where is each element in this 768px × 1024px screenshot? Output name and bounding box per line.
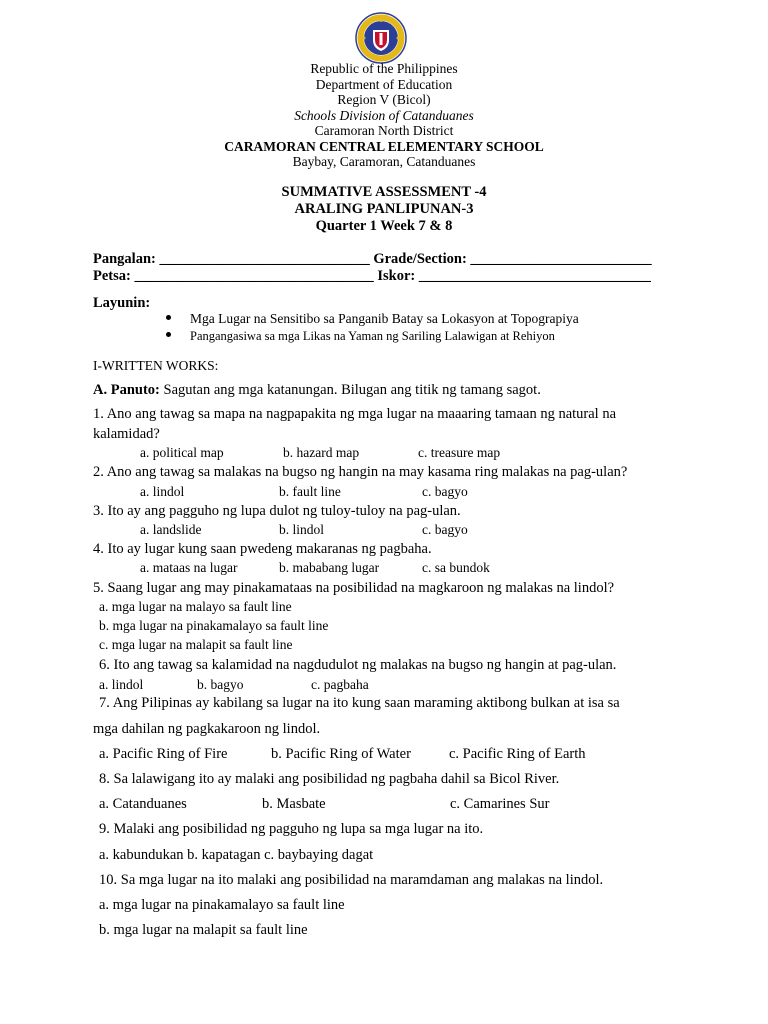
header-region: Region V (Bicol)	[337, 92, 431, 107]
q3-choice-a: a. landslide	[140, 522, 202, 537]
q10-choice-b: b. mga lugar na malapit sa fault line	[99, 922, 308, 938]
q3-choice-b: b. lindol	[279, 522, 325, 537]
q2-choice-a: a. lindol	[140, 484, 185, 499]
q4-choice-b: b. mababang lugar	[279, 560, 380, 575]
q8-choice-a: a. Catanduanes	[99, 796, 187, 812]
q6-choice-a: a. lindol	[99, 677, 144, 692]
q8-choice-c: c. Camarines Sur	[450, 796, 550, 812]
question-1-text-cont: kalamidad?	[93, 426, 160, 442]
q4-choice-a: a. mataas na lugar	[140, 560, 238, 575]
question-7-text-cont: mga dahilan ng pagkakaroon ng lindol.	[93, 721, 321, 737]
section-heading: I-WRITTEN WORKS:	[93, 358, 219, 373]
panuto-label: A. Panuto:	[93, 382, 160, 398]
header-division: Schools Division of Catanduanes	[294, 107, 474, 123]
question-5-text: 5. Saang lugar ang may pinakamataas na posibilidad na magkaroon ng malakas na lindol?	[93, 580, 615, 596]
bullet-icon	[166, 332, 171, 337]
q7-choice-c: c. Pacific Ring of Earth	[449, 746, 586, 762]
header-district: Caramoran North District	[314, 123, 454, 138]
question-6-text: 6. Ito ang tawag sa kalamidad na nagdudulot ng malakas na bugso ng hangin at pag-ulan.	[99, 657, 617, 673]
q2-choice-c: c. bagyo	[422, 484, 468, 499]
panuto-instruction	[93, 381, 541, 399]
header-department: Department of Education	[315, 76, 453, 92]
q4-choice-c: c. sa bundok	[422, 560, 490, 575]
q1-choice-a: a. political map	[140, 445, 224, 460]
q6-choice-b: b. bagyo	[197, 677, 244, 692]
school-header	[0, 61, 768, 170]
question-3-text: 3. Ito ay ang pagguho ng lupa dulot ng tuloy-tuloy na pag-ulan.	[93, 503, 461, 519]
q5-choice-c: c. mga lugar na malapit sa fault line	[99, 637, 293, 652]
q7-choice-b: b. Pacific Ring of Water	[271, 746, 411, 762]
q9-choices: a. kabundukan b. kapatagan c. baybaying dagat	[99, 847, 374, 863]
title-line-3: Quarter 1 Week 7 & 8	[315, 218, 453, 234]
q1-choice-c: c. treasure map	[418, 445, 501, 460]
q1-choice-b: b. hazard map	[283, 445, 360, 460]
panuto-text: Sagutan ang mga katanungan. Bilugan ang titik ng tamang sagot.	[159, 382, 541, 398]
q6-choice-c: c. pagbaha	[311, 677, 369, 692]
question-1-text: 1. Ano ang tawag sa mapa na nagpapakita ng mga lugar na maaaring tamaan ng natural na	[93, 406, 617, 422]
question-10-text: 10. Sa mga lugar na ito malaki ang posibilidad na maramdaman ang malakas na lindol.	[99, 872, 604, 888]
q3-choice-c: c. bagyo	[422, 522, 468, 537]
title-line-1: SUMMATIVE ASSESSMENT -4	[281, 184, 487, 200]
assessment-title	[0, 184, 768, 235]
q2-choice-b: b. fault line	[279, 484, 341, 499]
question-8-text: 8. Sa lalawigang ito ay malaki ang posibilidad ng pagbaha dahil sa Bicol River.	[99, 771, 560, 787]
title-line-2: ARALING PANLIPUNAN-3	[294, 201, 474, 217]
date-score-field-row: Petsa: _________________________________ Iskor: ________________________________	[93, 268, 651, 284]
layunin-label: Layunin:	[93, 295, 151, 311]
layunin-item: Mga Lugar na Sensitibo sa Panganib Batay sa Lokasyon at Topograpiya	[190, 311, 579, 326]
bullet-icon	[166, 315, 171, 320]
name-grade-field-row: Pangalan: _____________________________ Grade/Section: _________________________	[93, 251, 652, 267]
layunin-item: Pangangasiwa sa mga Likas na Yaman ng Sariling Lalawigan at Rehiyon	[190, 329, 555, 343]
header-address: Baybay, Caramoran, Catanduanes	[292, 154, 476, 169]
question-9-text: 9. Malaki ang posibilidad ng pagguho ng lupa sa mga lugar na ito.	[99, 821, 484, 837]
q7-choice-a: a. Pacific Ring of Fire	[99, 746, 228, 762]
question-4-text: 4. Ito ay lugar kung saan pwedeng makaranas ng pagbaha.	[93, 541, 432, 557]
q10-choice-a: a. mga lugar na pinakamalayo sa fault line	[99, 897, 345, 913]
q8-choice-b: b. Masbate	[262, 796, 326, 812]
question-7-text: 7. Ang Pilipinas ay kabilang sa lugar na ito kung saan maraming aktibong bulkan at isa sa	[99, 695, 620, 711]
header-school-name: CARAMORAN CENTRAL ELEMENTARY SCHOOL	[224, 138, 544, 154]
q5-choice-a: a. mga lugar na malayo sa fault line	[99, 599, 292, 614]
deped-seal-logo	[355, 12, 407, 64]
header-republic: Republic of the Philippines	[310, 61, 458, 76]
question-2-text: 2. Ano ang tawag sa malakas na bugso ng hangin na may kasama ring malakas na pag-ulan?	[93, 464, 628, 480]
q5-choice-b: b. mga lugar na pinakamalayo sa fault line	[99, 618, 329, 633]
